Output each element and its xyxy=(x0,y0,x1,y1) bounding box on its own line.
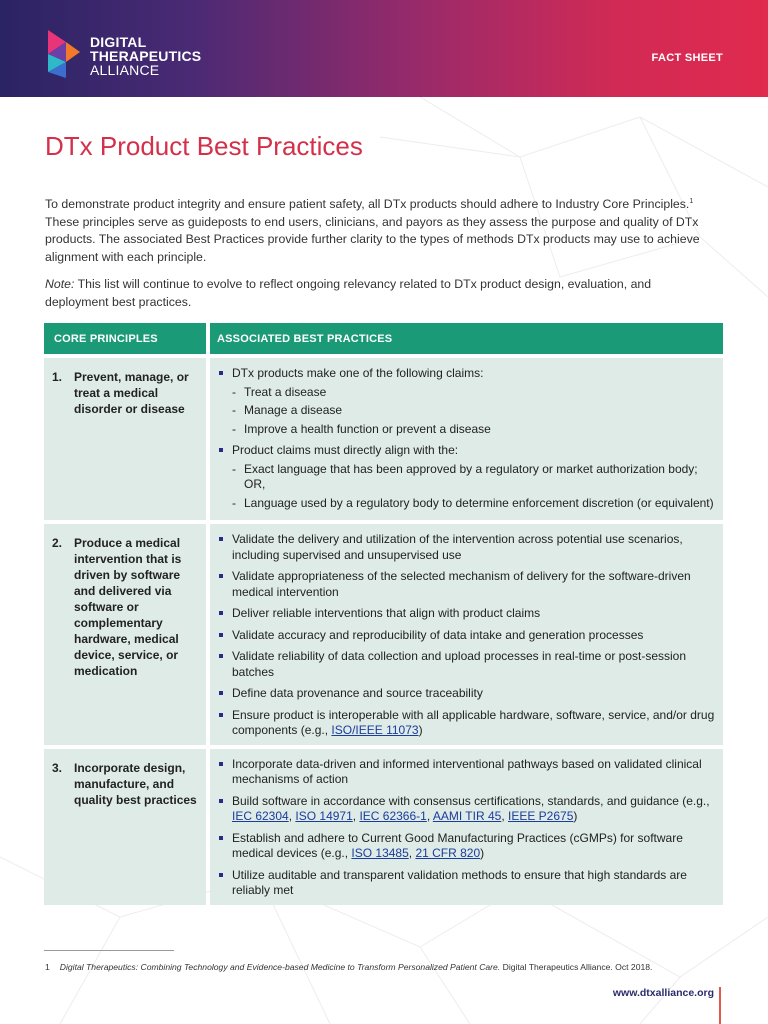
standard-link[interactable]: ISO 14971 xyxy=(295,809,353,823)
list-item: Ensure product is interoperable with all applicable hardware, software, service, and/or drug components (e.g., ISO/IEEE 11073) xyxy=(216,708,715,739)
list-item: Validate reliability of data collection and upload processes in real-time or post-session batches xyxy=(216,649,715,680)
list-item: Deliver reliable interventions that align with product claims xyxy=(216,606,715,622)
principle-text: Incorporate design, manufacture, and quality best practices xyxy=(74,760,197,807)
col-header-best-practices: ASSOCIATED BEST PRACTICES xyxy=(210,323,723,354)
logo-line-3: ALLIANCE xyxy=(90,62,160,78)
principle-text: Prevent, manage, or treat a medical disorder or disease xyxy=(74,370,189,416)
logo-wordmark xyxy=(90,35,201,77)
sub-list-item: - Exact language that has been approved by a regulatory or market authorization body; OR, xyxy=(232,462,715,493)
practices-cell xyxy=(210,749,723,905)
footnote xyxy=(45,962,652,972)
sub-list-item: - Improve a health function or prevent a disease xyxy=(232,422,715,438)
list-item: Validate accuracy and reproducibility of data intake and generation processes xyxy=(216,628,715,644)
footer-accent-bar xyxy=(719,987,721,1024)
footnote-ref: 1 xyxy=(689,198,694,205)
list-item: Build software in accordance with consensus certifications, standards, and guidance (e.g., IEC 62304, ISO 14971, IEC 62366-1, AAMI TIR 45, IEEE P2675) xyxy=(216,794,715,825)
list-item: Validate the delivery and utilization of the intervention across potential use scenarios, including supervised and unsupervised use xyxy=(216,532,715,563)
footnote-citation-title: Digital Therapeutics: Combining Technology and Evidence-based Medicine to Transform Personalized Patient Care. xyxy=(59,962,501,972)
standard-link[interactable]: IEC 62366-1 xyxy=(359,809,427,823)
note-label: Note: xyxy=(45,277,75,291)
list-item: Establish and adhere to Current Good Manufacturing Practices (cGMPs) for software medical devices (e.g., ISO 13485, 21 CFR 820) xyxy=(216,831,715,862)
table-row xyxy=(44,358,723,520)
standard-link[interactable]: ISO 13485 xyxy=(351,846,409,860)
standard-link[interactable]: IEEE P2675 xyxy=(507,809,574,823)
sub-list-item: - Language used by a regulatory body to determine enforcement discretion (or equivalent) xyxy=(232,496,715,512)
principle-number: 3. xyxy=(52,760,63,775)
list-item: DTx products make one of the following claims: - Treat a disease - Manage a disease - Improve a health function or prevent a disease xyxy=(216,366,715,437)
footnote-divider xyxy=(44,950,174,951)
note-paragraph: Note: This list will continue to evolve to reflect ongoing relevancy related to DTx product design, evaluation, and deployment best practices. xyxy=(45,277,652,309)
principle-text: Produce a medical intervention that is driven by software and delivered via software or complementary hardware, medical device, service, or medication xyxy=(74,536,182,678)
page-title: DTx Product Best Practices xyxy=(45,131,363,161)
principle-number: 1. xyxy=(52,370,63,384)
table-header xyxy=(44,323,723,354)
standard-link[interactable]: 21 CFR 820 xyxy=(415,846,481,860)
list-item: Incorporate data-driven and informed interventional pathways based on validated clinical mechanisms of action xyxy=(216,757,715,788)
practices-cell xyxy=(210,524,723,745)
principle-cell xyxy=(44,358,206,520)
logo-line-1: DIGITAL xyxy=(90,34,147,50)
dta-chevron-logo-icon xyxy=(44,28,84,86)
principle-number: 2. xyxy=(52,536,63,550)
list-item: Define data provenance and source traceability xyxy=(216,686,715,702)
list-item: Utilize auditable and transparent validation methods to ensure that high standards are reliably met xyxy=(216,868,715,899)
standard-link[interactable]: AAMI TIR 45 xyxy=(432,809,502,823)
intro-paragraph: To demonstrate product integrity and ensure patient safety, all DTx products should adhere to Industry Core Principles.$^1$ These principles serve as guideposts to end users, clinicians, and payors as they assess the purpose and quality of DTx products. The associated Best Practices provide further clarity to the types of methods DTx products may use to achieve alignment with each principle. xyxy=(45,197,700,264)
sub-list-item: - Treat a disease xyxy=(232,385,715,401)
list-item: Product claims must directly align with the: - Exact language that has been approved by a regulatory or market authorization body; OR, - Language used by a regulatory body to determine enforcement discretion (or equivalent) xyxy=(216,443,715,511)
footnote-number: 1 xyxy=(45,962,50,972)
table-row xyxy=(44,749,723,905)
standard-link[interactable]: ISO/IEEE 11073 xyxy=(331,723,419,737)
principles-table xyxy=(44,323,723,905)
practices-cell xyxy=(210,358,723,520)
list-item: Validate appropriateness of the selected mechanism of delivery for the software-driven medical intervention xyxy=(216,569,715,600)
doc-type-label: FACT SHEET xyxy=(651,52,723,64)
standard-link[interactable]: IEC 62304 xyxy=(232,809,289,823)
footnote-citation-rest: Digital Therapeutics Alliance. Oct 2018. xyxy=(500,962,653,972)
website-link[interactable]: www.dtxalliance.org xyxy=(612,987,714,999)
principle-cell xyxy=(44,524,206,745)
principle-cell xyxy=(44,749,206,905)
sub-list-item: - Manage a disease xyxy=(232,403,715,419)
col-header-core-principles: CORE PRINCIPLES xyxy=(44,323,206,354)
table-row xyxy=(44,524,723,745)
logo-line-2: THERAPEUTICS xyxy=(90,48,202,64)
page-header xyxy=(0,0,768,97)
